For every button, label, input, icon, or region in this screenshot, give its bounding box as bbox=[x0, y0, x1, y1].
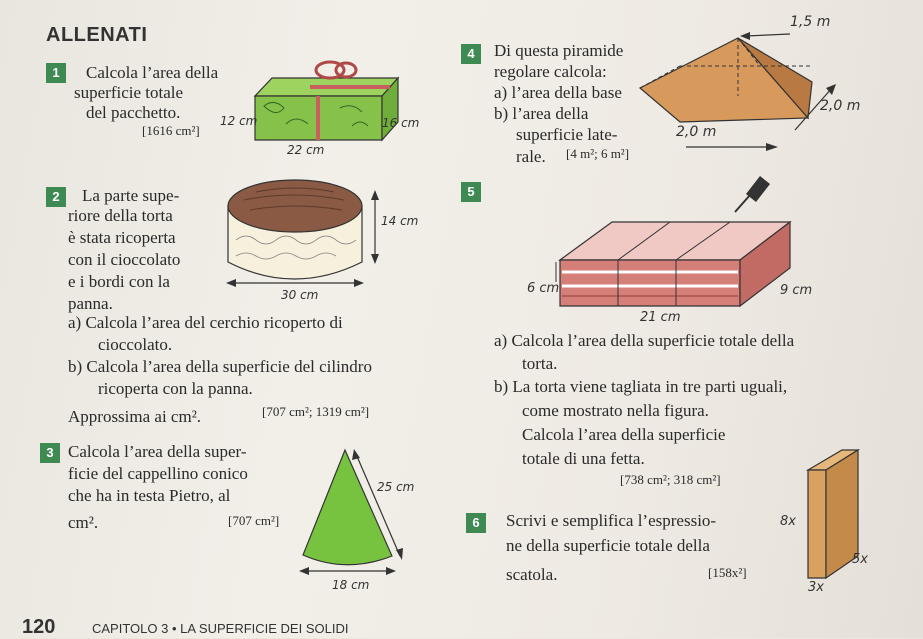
exercise-4-line-2: regolare calcola: bbox=[494, 62, 607, 81]
cake-layer-length-label: 21 cm bbox=[640, 310, 681, 325]
exercise-4-line-1: Di questa piramide bbox=[494, 41, 624, 60]
section-title: ALLENATI bbox=[46, 24, 148, 46]
exercise-5-question-a-1: a) Calcola l’area della superficie totale della bbox=[494, 331, 795, 350]
cake-layer-height-label: 6 cm bbox=[527, 281, 560, 296]
exercise-5-question-b-4: totale di una fetta. bbox=[522, 449, 645, 468]
exercise-1-line-3: del pacchetto. bbox=[86, 103, 181, 122]
exercise-4-answer: [4 m²; 6 m²] bbox=[566, 146, 630, 161]
gift-length-label: 16 cm bbox=[382, 116, 420, 130]
page-number: 120 bbox=[22, 616, 56, 638]
cake-height-label: 14 cm bbox=[381, 214, 419, 228]
cake-diameter-label: 30 cm bbox=[281, 288, 319, 302]
exercise-2-approx: Approssima ai cm². bbox=[68, 407, 202, 426]
exercise-number-badge: 2 bbox=[46, 187, 66, 207]
exercise-number-badge: 1 bbox=[46, 63, 66, 83]
exercise-3-line-1: Calcola l’area della super- bbox=[68, 442, 247, 461]
cake-layer-width-label: 9 cm bbox=[780, 283, 813, 298]
exercise-2-question-a-2: cioccolato. bbox=[98, 335, 173, 354]
exercise-6-line-2: ne della superficie totale della bbox=[506, 536, 710, 555]
exercise-2-question-b-1: b) Calcola l’area della superficie del cilindro bbox=[68, 357, 372, 376]
exercise-5-question-b-1: b) La torta viene tagliata in tre parti uguali, bbox=[494, 377, 788, 396]
pyramid-side-2-label: 2,0 m bbox=[820, 98, 861, 114]
pyramid-side-1-label: 2,0 m bbox=[676, 124, 717, 140]
exercise-3-line-4: cm². bbox=[68, 513, 99, 532]
exercise-2-line-5: e i bordi con la bbox=[68, 272, 170, 291]
pyramid-height-label: 1,5 m bbox=[790, 14, 831, 30]
box-depth-label: 5x bbox=[852, 552, 868, 567]
exercise-2-line-3: è stata ricoperta bbox=[68, 228, 176, 247]
exercise-6-line-3: scatola. bbox=[506, 565, 558, 584]
exercise-5-question-b-2: come mostrato nella figura. bbox=[522, 401, 709, 420]
exercise-4-line-6: rale. bbox=[516, 147, 546, 166]
exercise-2-answer: [707 cm²; 1319 cm²] bbox=[262, 404, 370, 419]
exercise-4-line-4: b) l’area della bbox=[494, 104, 589, 123]
exercise-5-question-a-2: torta. bbox=[522, 354, 558, 373]
exercise-2-question-a-1: a) Calcola l’area del cerchio ricoperto di bbox=[68, 313, 343, 332]
exercise-number-badge: 6 bbox=[466, 513, 486, 533]
gift-width-label: 12 cm bbox=[220, 114, 258, 128]
box-width-label: 3x bbox=[808, 580, 824, 595]
exercise-6-answer: [158x²] bbox=[708, 565, 747, 580]
exercise-6-line-1: Scrivi e semplifica l’espressio- bbox=[506, 511, 717, 530]
exercise-1-line-1: Calcola l’area della bbox=[86, 63, 219, 82]
exercise-2-line-2: riore della torta bbox=[68, 206, 173, 225]
gift-depth-label: 22 cm bbox=[287, 143, 325, 157]
exercise-4-line-5: superficie late- bbox=[516, 125, 618, 144]
exercise-4-line-3: a) l’area della base bbox=[494, 83, 622, 102]
box-height-label: 8x bbox=[780, 514, 796, 529]
exercise-number-badge: 4 bbox=[461, 44, 481, 64]
exercise-3-answer: [707 cm²] bbox=[228, 513, 280, 528]
exercise-2-question-b-2: ricoperta con la panna. bbox=[98, 379, 253, 398]
exercise-2-line-1: La parte supe- bbox=[82, 186, 180, 205]
exercise-2-line-4: con il cioccolato bbox=[68, 250, 181, 269]
cone-base-label: 18 cm bbox=[332, 578, 370, 592]
exercise-1-line-2: superficie totale bbox=[74, 83, 184, 102]
exercise-number-badge: 5 bbox=[461, 182, 481, 202]
chapter-footer: CAPITOLO 3 • LA SUPERFICIE DEI SOLIDI bbox=[92, 621, 349, 636]
cone-slant-label: 25 cm bbox=[377, 480, 415, 494]
exercise-1-answer: [1616 cm²] bbox=[142, 123, 200, 138]
exercise-5-question-b-3: Calcola l’area della superficie bbox=[522, 425, 726, 444]
exercise-number-badge: 3 bbox=[40, 443, 60, 463]
exercise-5-answer: [738 cm²; 318 cm²] bbox=[620, 472, 721, 487]
exercise-3-line-3: che ha in testa Pietro, al bbox=[68, 486, 231, 505]
exercise-3-line-2: ficie del cappellino conico bbox=[68, 464, 248, 483]
exercise-2-line-6: panna. bbox=[68, 294, 113, 313]
